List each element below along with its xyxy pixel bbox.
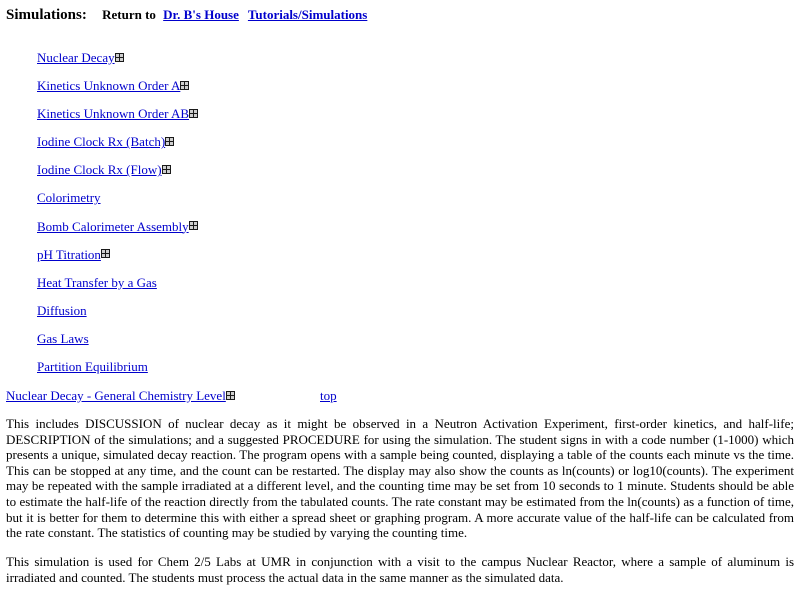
zoom-icon (101, 249, 110, 258)
list-item (37, 162, 198, 190)
list-item (37, 247, 198, 275)
simulation-label: Colorimetry (37, 190, 101, 206)
simulation-label: Partition Equilibrium (37, 359, 148, 375)
simulation-link[interactable] (37, 331, 89, 346)
simulation-label: Kinetics Unknown Order A (37, 78, 181, 94)
simulation-label: Kinetics Unknown Order AB (37, 106, 190, 122)
list-item (37, 303, 198, 331)
zoom-icon (226, 391, 235, 400)
list-item (37, 134, 198, 162)
page-title: Simulations: (6, 7, 87, 23)
simulation-link[interactable] (37, 78, 189, 93)
zoom-icon (180, 81, 189, 90)
simulation-label: Iodine Clock Rx (Batch) (37, 134, 166, 150)
simulation-link[interactable] (37, 219, 198, 234)
list-item (37, 106, 198, 134)
list-item (37, 275, 198, 303)
dr-b-house-link[interactable]: Dr. B's House (163, 7, 239, 22)
list-item (37, 78, 198, 106)
nuclear-decay-general-link[interactable] (6, 388, 235, 404)
simulation-link[interactable] (37, 106, 198, 121)
simulation-label: Bomb Calorimeter Assembly (37, 218, 189, 234)
list-item (37, 219, 198, 247)
top-link[interactable]: top (320, 388, 337, 403)
simulation-label: Heat Transfer by a Gas (37, 274, 157, 290)
simulation-link[interactable] (37, 162, 171, 177)
list-item (37, 331, 198, 359)
zoom-icon (189, 221, 198, 230)
simulation-label: Iodine Clock Rx (Flow) (37, 162, 162, 178)
simulation-link[interactable] (37, 303, 87, 318)
simulation-label: Gas Laws (37, 330, 89, 346)
usage-paragraph: This simulation is used for Chem 2/5 Labs at UMR in conjunction with a visit to the campus Nuclear Reactor, where a sample of aluminum is irradiated and counted. The students must process the actual data in the same manner as the simulated data. (6, 554, 794, 585)
simulation-label: Diffusion (37, 302, 87, 318)
simulation-link[interactable] (37, 190, 101, 205)
description-paragraph: This includes DISCUSSION of nuclear decay as it might be observed in a Neutron Activation Experiment, first-order kinetics, and half-life; DESCRIPTION of the simulations; and a suggested PROCEDURE for using the simulation. The student signs in with a code number (1-1000) which presents a unique, simulated decay reaction. The program opens with a sample being counted, displaying a table of the counts each minute vs the time. This can be stopped at any time, and the count can be restarted. The display may also show the counts as ln(counts) or log10(counts). The experiment may be repeated with the sample irradiated at a different level, and the counting time may be set from 10 seconds to 1 minute. Students should be able to estimate the half-life of the reaction directly from the tabulated counts. The rate constant may be estimated from the ln(counts) as a function of time, but it is better for them to determine this with either a spread sheet or graphing program. A more accurate value of the half-life can be calculated from the rate constant. The statistics of counting may be studied by varying the counting time. (6, 416, 794, 541)
simulation-link[interactable] (37, 134, 174, 149)
simulation-label: Nuclear Decay (37, 50, 115, 65)
list-item (37, 359, 198, 387)
simulation-label: pH Titration (37, 246, 101, 262)
simulation-list (37, 50, 198, 387)
page-header (6, 7, 373, 24)
simulation-link[interactable] (37, 247, 110, 262)
return-label: Return to (102, 7, 156, 22)
simulation-link[interactable] (37, 50, 124, 65)
simulation-link[interactable] (37, 275, 157, 290)
section-link-label: Nuclear Decay - General Chemistry Level (6, 388, 226, 403)
list-item (37, 190, 198, 218)
simulation-link[interactable] (37, 359, 148, 374)
zoom-icon (189, 109, 198, 118)
list-item (37, 50, 198, 78)
zoom-icon (162, 165, 171, 174)
zoom-icon (115, 53, 124, 62)
tutorials-simulations-link[interactable]: Tutorials/Simulations (247, 7, 368, 22)
zoom-icon (165, 137, 174, 146)
